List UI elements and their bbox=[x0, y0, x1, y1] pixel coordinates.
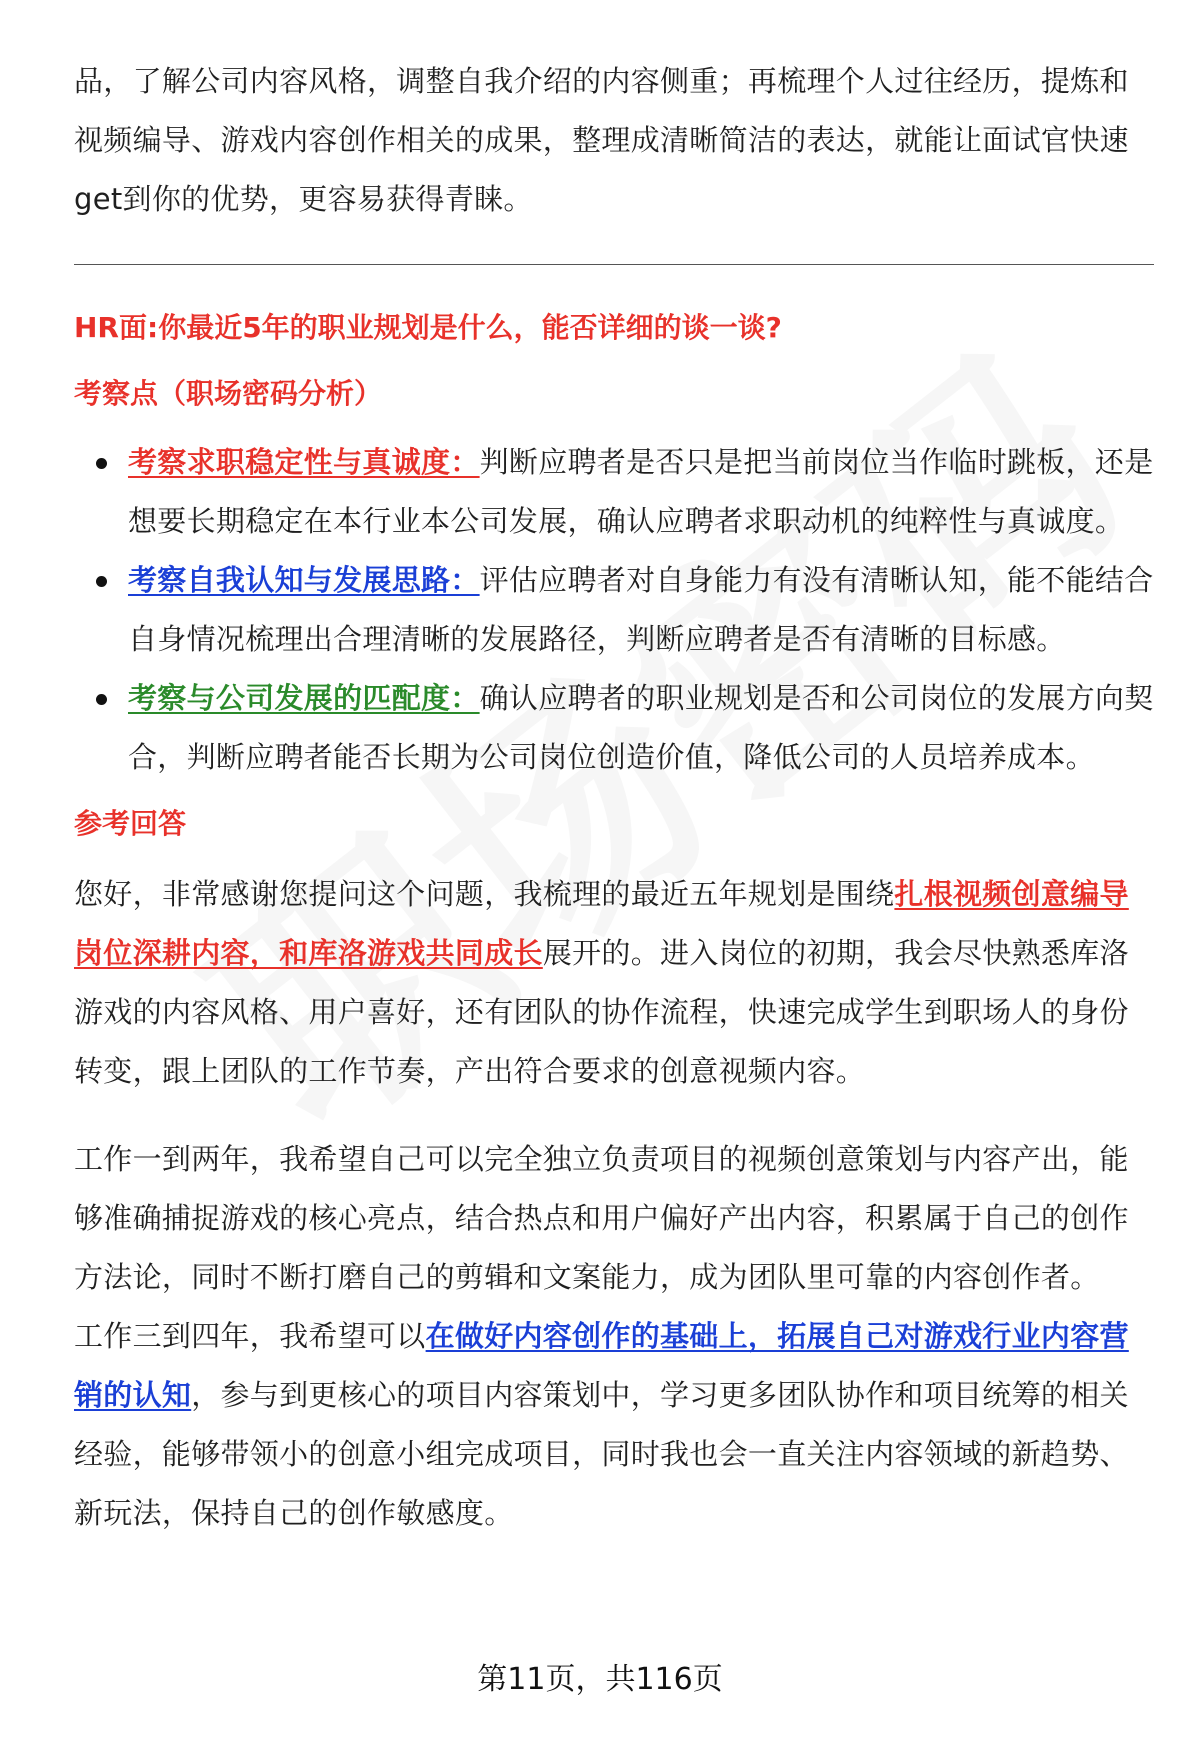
answer-p1-text: 您好，非常感谢您提问这个问题，我梳理的最近五年规划是围绕 bbox=[74, 877, 895, 911]
page-footer: 第11页，共116页 bbox=[477, 1662, 723, 1697]
answer-p3-text: 工作三到四年，我希望可以 bbox=[74, 1319, 426, 1353]
question-heading: HR面:你最近5年的职业规划是什么，能否详细的谈一谈? bbox=[74, 311, 782, 344]
answer-paragraph-2: 工作一到两年，我希望自己可以完全独立负责项目的视频创意策划与内容产出，能够准确捕捉游戏的核心亮点，结合热点和用户偏好产出内容，积累属于自己的创作方法论，同时不断打磨自己的剪辑和文案能力，成为团队里可靠的内容创作者。 bbox=[74, 1142, 1129, 1294]
point-text: 确认应聘者的职业规划是否和公司岗位的发展方向契合，判断应聘者能否长期为公司岗位创造价值，降低公司的人员培养成本。 bbox=[128, 681, 1154, 774]
point-keyword: 考察自我认知与发展思路： bbox=[128, 563, 480, 597]
assessment-point-stability bbox=[74, 433, 1154, 551]
assessment-points-list bbox=[74, 433, 1154, 787]
answer-heading: 参考回答 bbox=[74, 807, 187, 840]
intro-line-3: get到你的优势，更容易获得青睐。 bbox=[74, 182, 533, 216]
bullet-icon bbox=[96, 576, 107, 587]
intro-line-2: 视频编导、游戏内容创作相关的成果，整理成清晰简洁的表达，就能让面试官快速 bbox=[74, 123, 1129, 157]
points-heading: 考察点（职场密码分析） bbox=[74, 377, 383, 410]
answer-paragraph-3 bbox=[74, 1307, 1154, 1543]
section-divider bbox=[74, 264, 1154, 265]
answer-p1-highlight: 扎根视频创意编导岗位深耕内容，和库洛游戏共同成长 bbox=[74, 877, 1129, 970]
assessment-point-company-fit bbox=[74, 669, 1154, 787]
answer-paragraph-1 bbox=[74, 865, 1154, 1101]
intro-paragraph bbox=[74, 52, 1154, 229]
answer-p3-text-after: ，参与到更核心的项目内容策划中，学习更多团队协作和项目统筹的相关经验，能够带领小的创意小组完成项目，同时我也会一直关注内容领域的新趋势、新玩法，保持自己的创作敏感度。 bbox=[74, 1378, 1129, 1530]
answer-p3-highlight: 在做好内容创作的基础上，拓展自己对游戏行业内容营销的认知 bbox=[74, 1319, 1129, 1412]
point-text: 评估应聘者对自身能力有没有清晰认知，能不能结合自身情况梳理出合理清晰的发展路径，判断应聘者是否有清晰的目标感。 bbox=[128, 563, 1154, 656]
bullet-icon bbox=[96, 458, 107, 469]
assessment-point-self-awareness bbox=[74, 551, 1154, 669]
point-keyword: 考察求职稳定性与真诚度： bbox=[128, 445, 480, 479]
point-keyword: 考察与公司发展的匹配度： bbox=[128, 681, 480, 715]
answer-p1-text-after: 展开的。进入岗位的初期，我会尽快熟悉库洛游戏的内容风格、用户喜好，还有团队的协作流程，快速完成学生到职场人的身份转变，跟上团队的工作节奏，产出符合要求的创意视频内容。 bbox=[74, 936, 1129, 1088]
document-page bbox=[74, 52, 1154, 1543]
bullet-icon bbox=[96, 694, 107, 705]
point-text: 判断应聘者是否只是把当前岗位当作临时跳板，还是想要长期稳定在本行业本公司发展，确认应聘者求职动机的纯粹性与真诚度。 bbox=[128, 445, 1154, 538]
intro-line-1: 品，了解公司内容风格，调整自我介绍的内容侧重；再梳理个人过往经历，提炼和 bbox=[74, 64, 1129, 98]
